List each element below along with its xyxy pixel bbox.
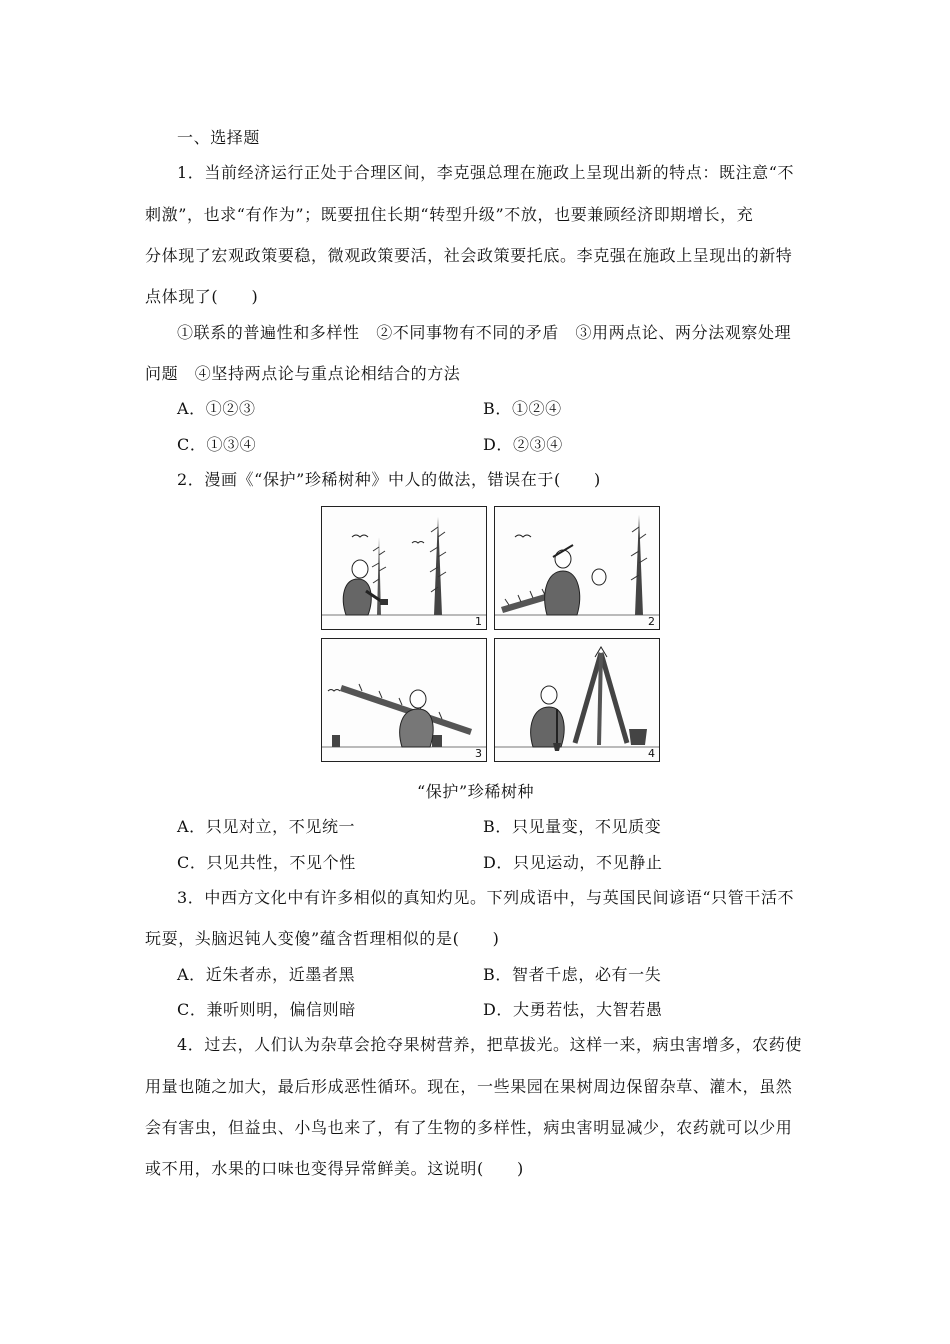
q1-line-4: 点体现了( ) <box>145 287 259 306</box>
panel-number: 1 <box>475 615 482 628</box>
section-title: 一、选择题 <box>177 128 261 147</box>
panel-number: 2 <box>648 615 655 628</box>
comic-panel-3 <box>321 638 487 762</box>
q1-option-b[interactable]: B．①②④ <box>483 399 562 418</box>
q1-statement-2: 问题 ④坚持两点论与重点论相结合的方法 <box>145 364 461 383</box>
comic-illustration-felled-tree <box>495 507 660 630</box>
q3-line-1: 3．中西方文化中有许多相似的真知灼见。下列成语中，与英国民间谚语“只管干活不 <box>177 888 795 907</box>
q1-option-c[interactable]: C．①③④ <box>177 435 257 454</box>
q1-line-2: 刺激”，也求“有作为”；既要扭住长期“转型升级”不放，也要兼顾经济即期增长，充 <box>145 205 754 224</box>
q3-option-a[interactable]: A．近朱者赤，近墨者黑 <box>177 965 356 984</box>
q4-line-3: 会有害虫，但益虫、小鸟也来了，有了生物的多样性，病虫害明显减少，农药就可以少用 <box>145 1118 793 1137</box>
comic-illustration-cutting-tree <box>322 507 487 630</box>
comic-illustration-carrying-log <box>322 639 487 762</box>
q1-option-d[interactable]: D．②③④ <box>483 435 563 454</box>
panel-number: 3 <box>475 747 482 760</box>
q2-stem: 2．漫画《“保护”珍稀树种》中人的做法，错误在于( ) <box>177 470 601 489</box>
q2-option-d[interactable]: D．只见运动，不见静止 <box>483 853 663 872</box>
q2-option-a[interactable]: A．只见对立，不见统一 <box>177 817 356 836</box>
q4-line-2: 用量也随之加大，最后形成恶性循环。现在，一些果园在果树周边保留杂草、灌木，虽然 <box>145 1077 793 1096</box>
q1-line-1: 1．当前经济运行正处于合理区间，李克强总理在施政上呈现出新的特点：既注意“不 <box>177 163 795 182</box>
q3-line-2: 玩耍，头脑迟钝人变傻”蕴含哲理相似的是( ) <box>145 929 500 948</box>
q4-line-4: 或不用，水果的口味也变得异常鲜美。这说明( ) <box>145 1159 524 1178</box>
panel-number: 4 <box>648 747 655 760</box>
q3-option-b[interactable]: B．智者千虑，必有一失 <box>483 965 662 984</box>
comic-panel-2 <box>494 506 660 630</box>
q3-option-d[interactable]: D．大勇若怯，大智若愚 <box>483 1000 663 1019</box>
comic-panel-4 <box>494 638 660 762</box>
q1-line-3: 分体现了宏观政策要稳，微观政策要活，社会政策要托底。李克强在施政上呈现出的新特 <box>145 246 793 265</box>
q1-option-a[interactable]: A．①②③ <box>177 399 256 418</box>
q1-statement-1: ①联系的普遍性和多样性 ②不同事物有不同的矛盾 ③用两点论、两分法观察处理 <box>177 323 792 342</box>
comic-illustration-propped-tree <box>495 639 660 762</box>
comic-caption: “保护”珍稀树种 <box>417 782 535 801</box>
q2-option-c[interactable]: C．只见共性，不见个性 <box>177 853 356 872</box>
q4-line-1: 4．过去，人们认为杂草会抢夺果树营养，把草拔光。这样一来，病虫害增多，农药使 <box>177 1035 802 1054</box>
q3-option-c[interactable]: C．兼听则明，偏信则暗 <box>177 1000 356 1019</box>
comic-panel-1 <box>321 506 487 630</box>
q2-option-b[interactable]: B．只见量变，不见质变 <box>483 817 662 836</box>
